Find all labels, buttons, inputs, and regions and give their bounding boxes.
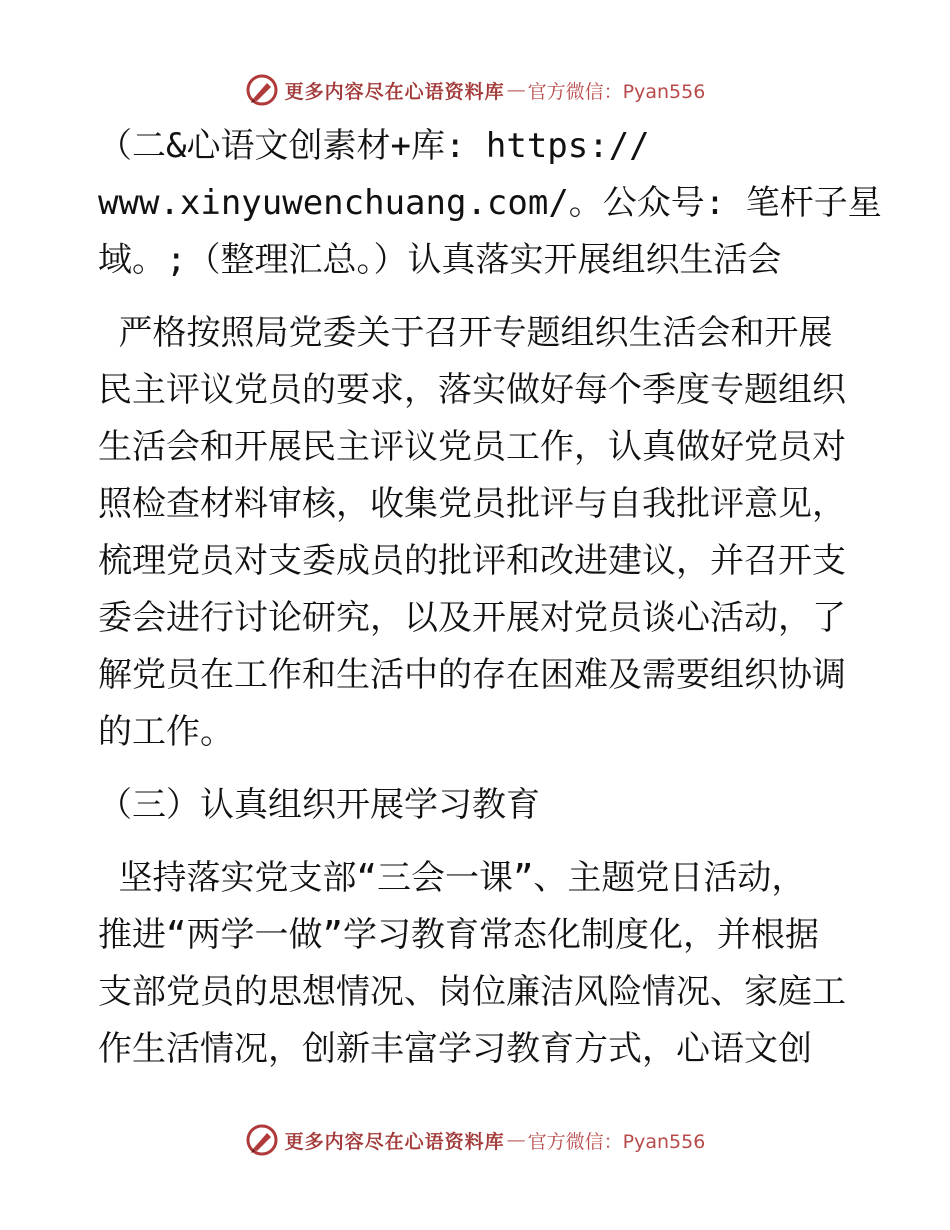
paragraph-heading-2	[98, 118, 882, 289]
text-line: 照检查材料审核，收集党员批评与自我批评意见，	[98, 484, 846, 524]
text-line: 生活会和开展民主评议党员工作，认真做好党员对	[98, 427, 846, 467]
text-line: 坚持落实党支部“三会一课”、主题党日活动，	[98, 858, 806, 898]
watermark-separator: —	[506, 79, 526, 101]
watermark-contact: 官方微信：Pyan556	[527, 80, 706, 103]
text-line: （三）认真组织开展学习教育	[98, 785, 540, 825]
text-line: www.xinyuwenchuang.com/。公众号: 笔杆子星	[98, 183, 882, 223]
pen-logo-icon	[245, 73, 279, 107]
watermark-text: 更多内容尽在心语资料库	[284, 80, 505, 103]
text-line: 的工作。	[98, 712, 234, 752]
text-line: （二&心语文创素材+库: https://	[98, 126, 650, 166]
text-line: 梳理党员对支委成员的批评和改进建议，并召开支	[98, 541, 846, 581]
footer-watermark	[0, 1120, 950, 1160]
header-watermark	[0, 70, 950, 110]
text-line: 解党员在工作和生活中的存在困难及需要组织协调	[98, 655, 846, 695]
text-line: 支部党员的思想情况、岗位廉洁风险情况、家庭工	[98, 972, 846, 1012]
text-line: 委会进行讨论研究，以及开展对党员谈心活动，了	[98, 598, 846, 638]
watermark-text: 更多内容尽在心语资料库	[284, 1130, 505, 1153]
paragraph-heading-3	[98, 777, 854, 834]
paragraph-body-2	[98, 850, 854, 1078]
paragraph-body-1	[98, 305, 854, 761]
watermark-separator: —	[506, 1129, 526, 1151]
text-line: 作生活情况，创新丰富学习教育方式，心语文创	[98, 1029, 812, 1069]
pen-logo-icon	[245, 1123, 279, 1157]
document-body	[98, 118, 882, 1078]
text-line: 严格按照局党委关于召开专题组织生活会和开展	[98, 313, 833, 353]
watermark-contact: 官方微信：Pyan556	[527, 1130, 706, 1153]
text-line: 民主评议党员的要求，落实做好每个季度专题组织	[98, 370, 846, 410]
text-line: 域。;（整理汇总。）认真落实开展组织生活会	[98, 240, 782, 280]
text-line: 推进“两学一做”学习教育常态化制度化，并根据	[98, 915, 819, 955]
